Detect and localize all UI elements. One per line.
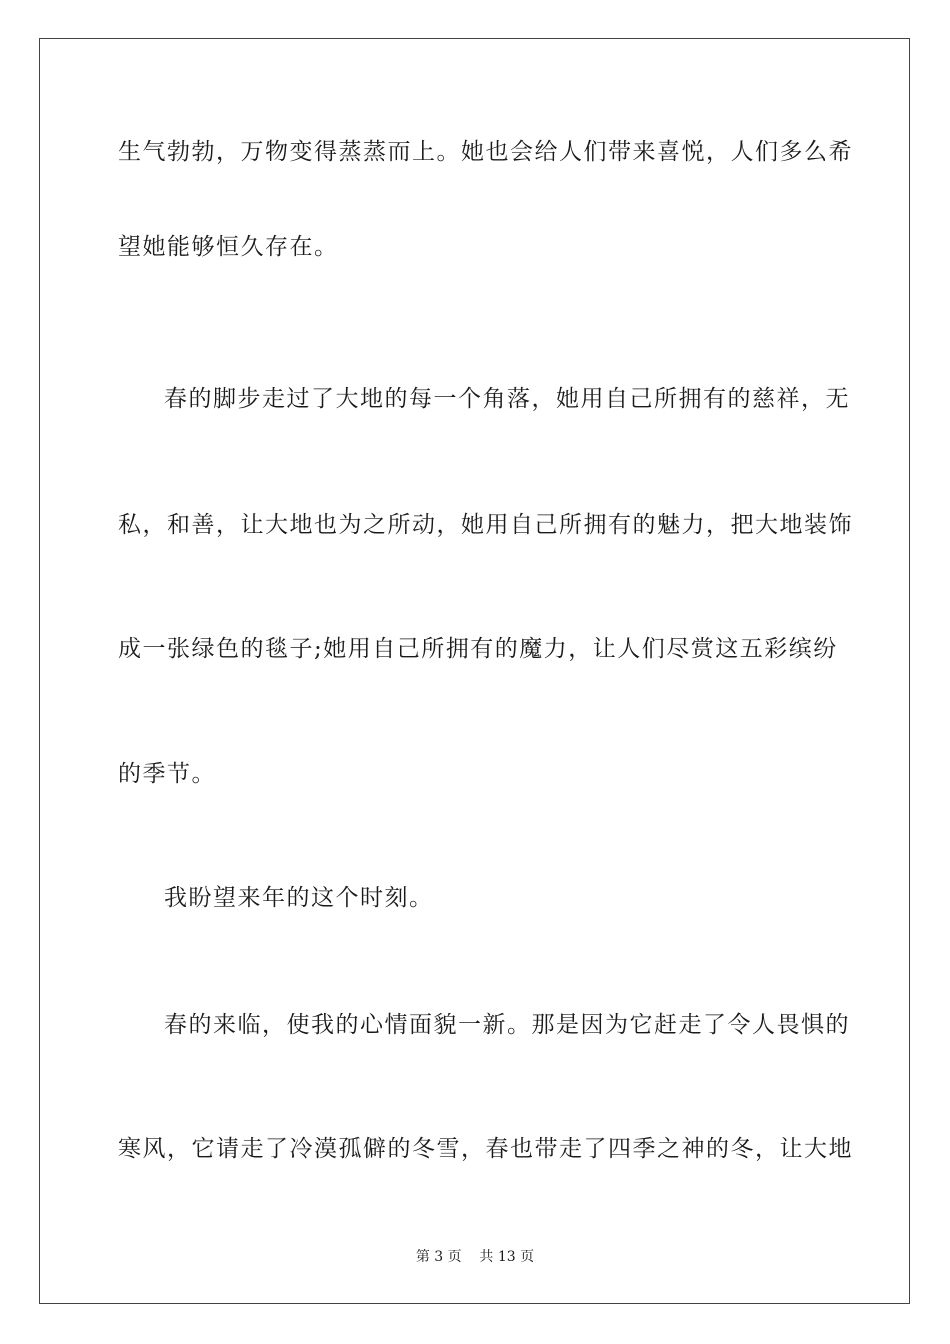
text-line-7: 我盼望来年的这个时刻。 <box>164 885 434 911</box>
text-line-1: 生气勃勃，万物变得蒸蒸而上。她也会给人们带来喜悦，人们多么希 <box>118 139 853 165</box>
text-line-8: 春的来临，使我的心情面貌一新。那是因为它赶走了令人畏惧的 <box>164 1012 850 1038</box>
text-line-9: 寒风，它请走了冷漠孤僻的冬雪，春也带走了四季之神的冬，让大地 <box>118 1136 853 1162</box>
text-line-3: 春的脚步走过了大地的每一个角落，她用自己所拥有的慈祥，无 <box>164 386 850 412</box>
page-number-footer: 第 3 页 共 13 页 <box>415 1249 535 1265</box>
text-line-4: 私，和善，让大地也为之所动，她用自己所拥有的魅力，把大地装饰 <box>118 512 853 538</box>
text-line-5: 成一张绿色的毯子;她用自己所拥有的魔力，让人们尽赏这五彩缤纷 <box>118 636 838 662</box>
text-line-2: 望她能够恒久存在。 <box>118 234 339 260</box>
page-border <box>39 38 910 1304</box>
text-line-6: 的季节。 <box>118 761 216 787</box>
